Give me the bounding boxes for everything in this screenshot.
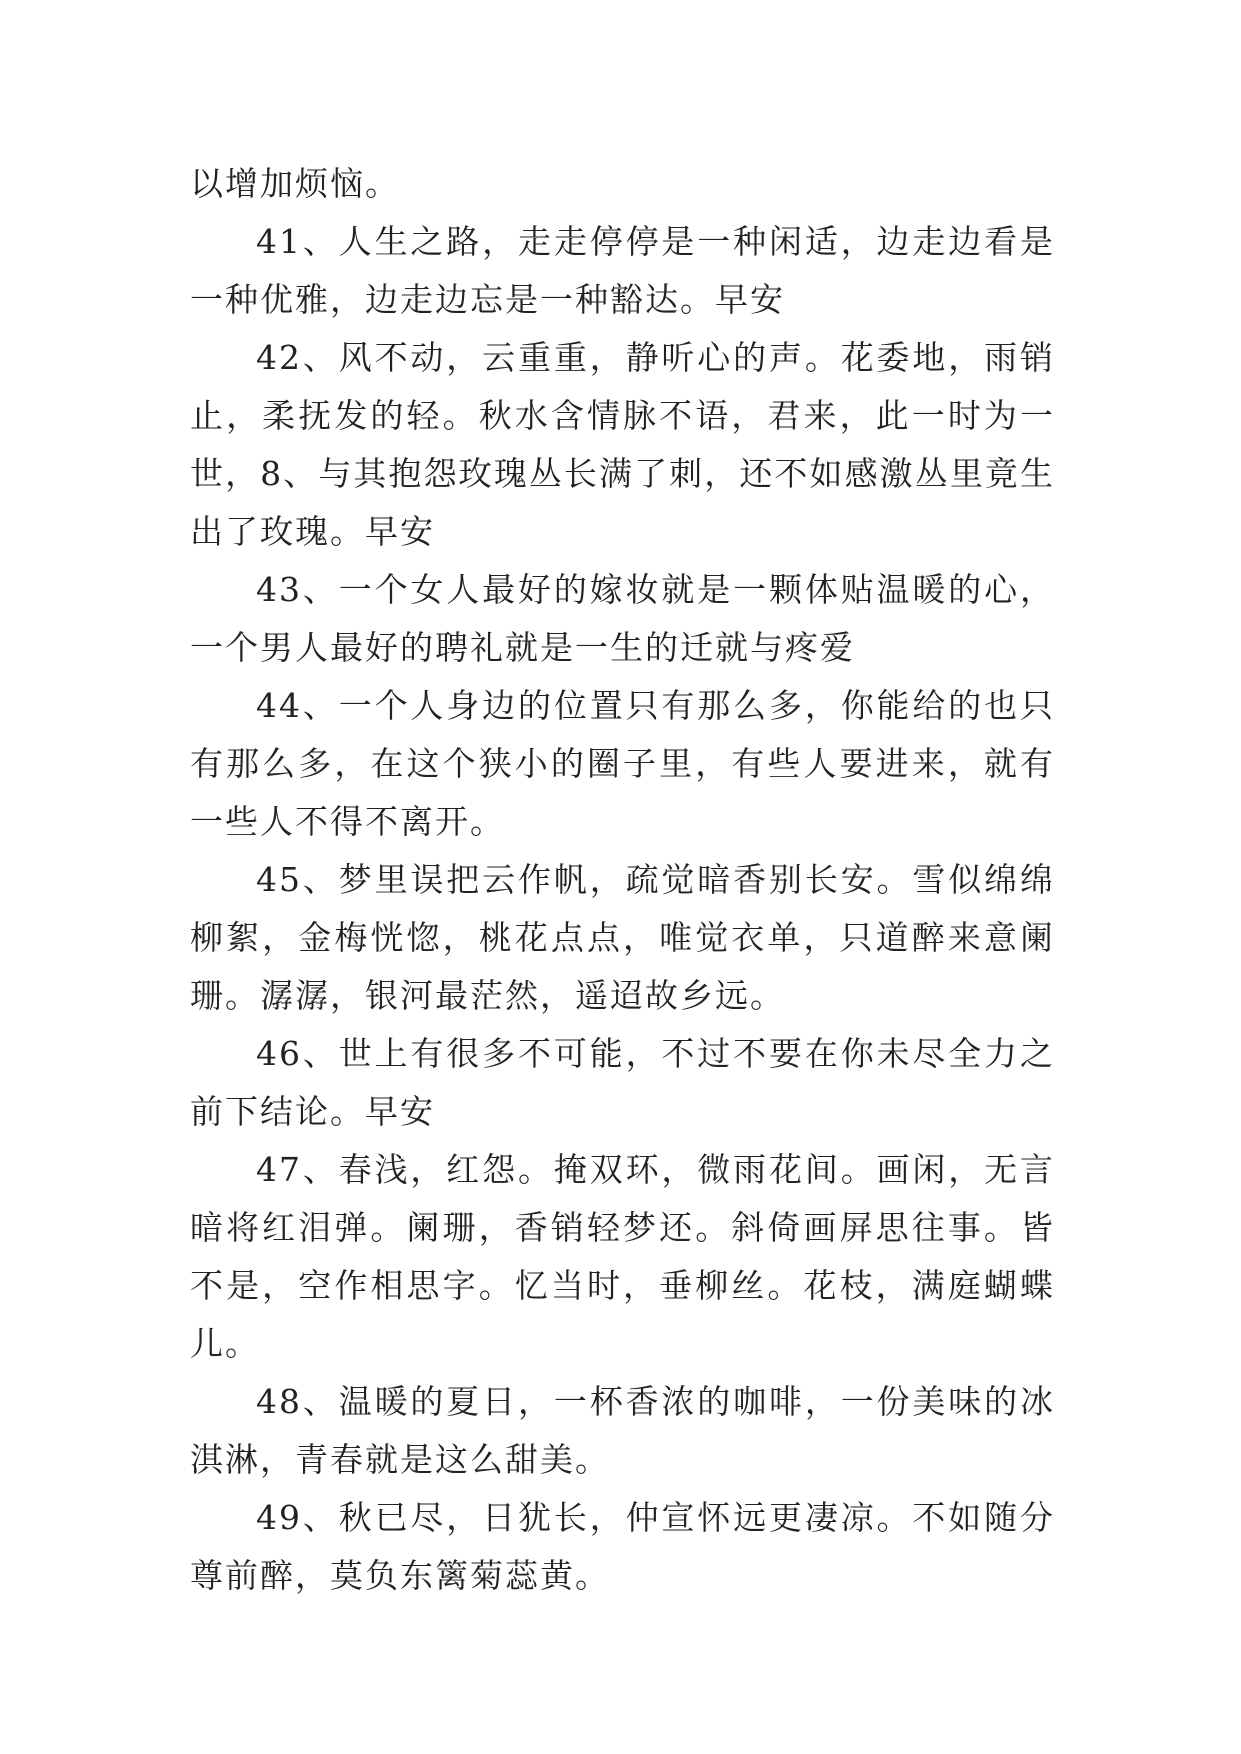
paragraph-48: 48、温暖的夏日，一杯香浓的咖啡，一份美味的冰淇淋，青春就是这么甜美。 (190, 1382, 1055, 1479)
paragraph-47: 47、春浅，红怨。掩双环，微雨花间。画闲，无言暗将红泪弹。阑珊，香销轻梦还。斜倚画屏思往事。皆不是，空作相思字。忆当时，垂柳丝。花枝，满庭蝴蝶儿。 (190, 1150, 1055, 1363)
paragraph-44: 44、一个人身边的位置只有那么多，你能给的也只有那么多，在这个狭小的圈子里，有些人要进来，就有一些人不得不离开。 (190, 686, 1055, 841)
paragraph-43: 43、一个女人最好的嫁妆就是一颗体贴温暖的心，一个男人最好的聘礼就是一生的迁就与疼爱 (190, 570, 1055, 667)
paragraph-continuation: 以增加烦恼。 (190, 164, 400, 203)
paragraph-49: 49、秋已尽，日犹长，仲宣怀远更凄凉。不如随分尊前醉，莫负东篱菊蕊黄。 (190, 1498, 1055, 1595)
paragraph-42: 42、风不动，云重重，静听心的声。花委地，雨销止，柔抚发的轻。秋水含情脉不语，君来，此一时为一世，8、与其抱怨玫瑰丛长满了刺，还不如感激丛里竟生出了玫瑰。早安 (190, 338, 1055, 551)
paragraph-41: 41、人生之路，走走停停是一种闲适，边走边看是一种优雅，边走边忘是一种豁达。早安 (190, 222, 1055, 319)
document-body (190, 155, 1055, 1605)
paragraph-45: 45、梦里误把云作帆，疏觉暗香别长安。雪似绵绵柳絮，金梅恍惚，桃花点点，唯觉衣单，只道醉来意阑珊。潺潺，银河最茫然，遥迢故乡远。 (190, 860, 1055, 1015)
paragraph-46: 46、世上有很多不可能，不过不要在你未尽全力之前下结论。早安 (190, 1034, 1055, 1131)
